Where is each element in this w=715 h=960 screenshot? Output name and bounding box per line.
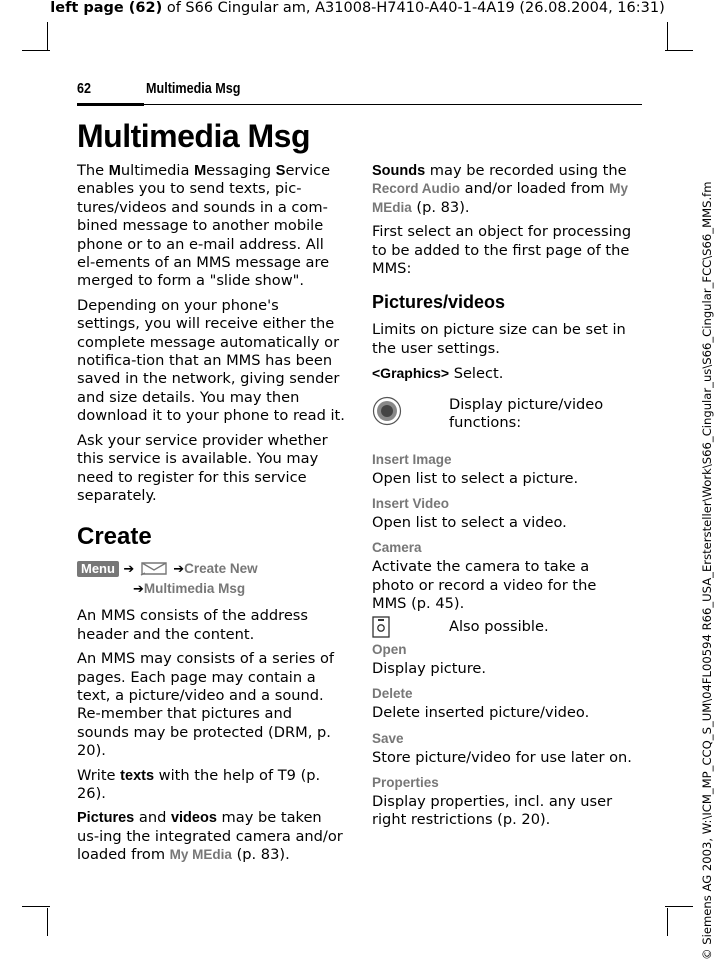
option-desc: Open list to select a video. xyxy=(372,514,567,532)
option-name: Save xyxy=(372,730,404,746)
option-item xyxy=(372,775,634,830)
header-rule-thick xyxy=(77,103,144,106)
crop-mark xyxy=(47,22,48,50)
crop-mark xyxy=(667,908,668,936)
paragraph-select-object: First select an object for processing to be added to the first page of the MMS: xyxy=(372,223,632,278)
print-header xyxy=(0,0,715,16)
crop-mark xyxy=(665,50,693,51)
menu-path xyxy=(77,559,345,599)
running-header xyxy=(77,80,642,108)
crop-mark xyxy=(665,906,693,907)
heading-create: Create xyxy=(77,523,152,551)
heading-pictures-videos: Pictures/videos xyxy=(372,292,506,313)
option-name: Delete xyxy=(372,686,413,702)
header-rule-thin xyxy=(144,104,642,105)
paragraph-pictures: Pictures and videos may be taken us-ing the integrated camera and/or loaded from My MEdia (p. 83). xyxy=(77,809,343,864)
menu-item-multimedia-msg: Multimedia Msg xyxy=(143,581,246,597)
crop-mark xyxy=(47,908,48,936)
paragraph-pages: An MMS may consists of a series of pages. Each page may contain a text, a picture/video and a sound. Re-member that pictures and sounds may be protected (DRM, p. 20). xyxy=(77,650,335,760)
camera-key-text: Also possible. xyxy=(449,617,549,635)
left-column xyxy=(77,162,345,871)
paragraph-provider: Ask your service provider whether this service is available. You may need to register for this service separately. xyxy=(77,431,328,504)
envelope-icon xyxy=(139,560,169,576)
nav-key-row xyxy=(372,394,634,444)
option-name: Properties xyxy=(372,774,439,790)
print-header-page: left page (62) xyxy=(50,0,163,16)
menu-item-create-new: Create New xyxy=(184,561,258,577)
paragraph-sounds: Sounds may be recorded using the Record Audio and/or loaded from My MEdia (p. 83). xyxy=(372,162,629,216)
crop-mark xyxy=(667,22,668,50)
paragraph-limits: Limits on picture size can be set in the user settings. xyxy=(372,321,626,357)
graphics-tag: <Graphics> xyxy=(372,365,450,382)
option-item xyxy=(372,540,634,613)
right-column xyxy=(372,162,634,836)
option-name: Insert Image xyxy=(372,451,452,467)
paragraph-settings: Depending on your phone's settings, you will receive either the complete message automatically or notifica-tion that an MMS has been saved in the network, giving sender and size details. You may then download it to your phone to read it. xyxy=(77,296,345,425)
header-page-number: 62 xyxy=(77,80,92,97)
print-header-info: of S66 Cingular am, A31008-H7410-A40-1-4A19 (26.08.2004, 16:31) xyxy=(162,0,665,16)
navigation-key-icon xyxy=(372,396,402,426)
nav-key-text: Display picture/video functions: xyxy=(449,395,604,432)
option-item xyxy=(372,496,634,532)
option-desc: Delete inserted picture/video. xyxy=(372,704,590,722)
option-desc: Display properties, incl. any user right restrictions (p. 20). xyxy=(372,792,613,829)
option-item xyxy=(372,686,634,722)
option-name: Open xyxy=(372,641,407,657)
side-text-right: © Siemens AG 2003, W:\ICM_MP_CCQ_S_UM\04FL00594 R66_USA_Erstersteller\Work\S66_Cingular_us\S66_Cingular_FCC\S66_MMS.fm xyxy=(700,181,714,960)
option-name: Insert Video xyxy=(372,496,450,512)
intro-paragraph: The Multimedia Messaging Service enables you to send texts, pic-tures/videos and sounds in a com-bined message to another mobile phone or to an e-mail address. All el-ements of an MMS message are merged to form a "slide show". xyxy=(77,162,331,290)
graphics-line: <Graphics> Select. xyxy=(372,365,504,383)
arrow-icon: ➔ xyxy=(123,562,135,578)
option-list xyxy=(372,452,634,830)
camera-key-icon xyxy=(372,616,390,638)
paragraph-mms-structure: An MMS consists of the address header and the content. xyxy=(77,607,309,643)
option-desc: Store picture/video for use later on. xyxy=(372,748,632,766)
arrow-icon: ➔ xyxy=(173,562,185,578)
option-desc: Display picture. xyxy=(372,659,487,677)
option-item xyxy=(372,642,634,678)
page-title: Multimedia Msg xyxy=(77,118,311,154)
option-item xyxy=(372,731,634,767)
crop-mark xyxy=(22,50,50,51)
option-item xyxy=(372,452,634,488)
arrow-icon: ➔ xyxy=(133,582,144,598)
camera-key-row xyxy=(372,616,634,640)
paragraph-texts: Write texts with the help of T9 (p. 26). xyxy=(77,766,321,802)
option-desc: Open list to select a picture. xyxy=(372,469,579,487)
option-desc: Activate the camera to take a photo or record a video for the MMS (p. 45). xyxy=(372,558,597,613)
crop-mark xyxy=(22,906,50,907)
menu-key-icon: Menu xyxy=(77,561,119,577)
option-name: Camera xyxy=(372,540,422,556)
header-section: Multimedia Msg xyxy=(146,80,241,97)
